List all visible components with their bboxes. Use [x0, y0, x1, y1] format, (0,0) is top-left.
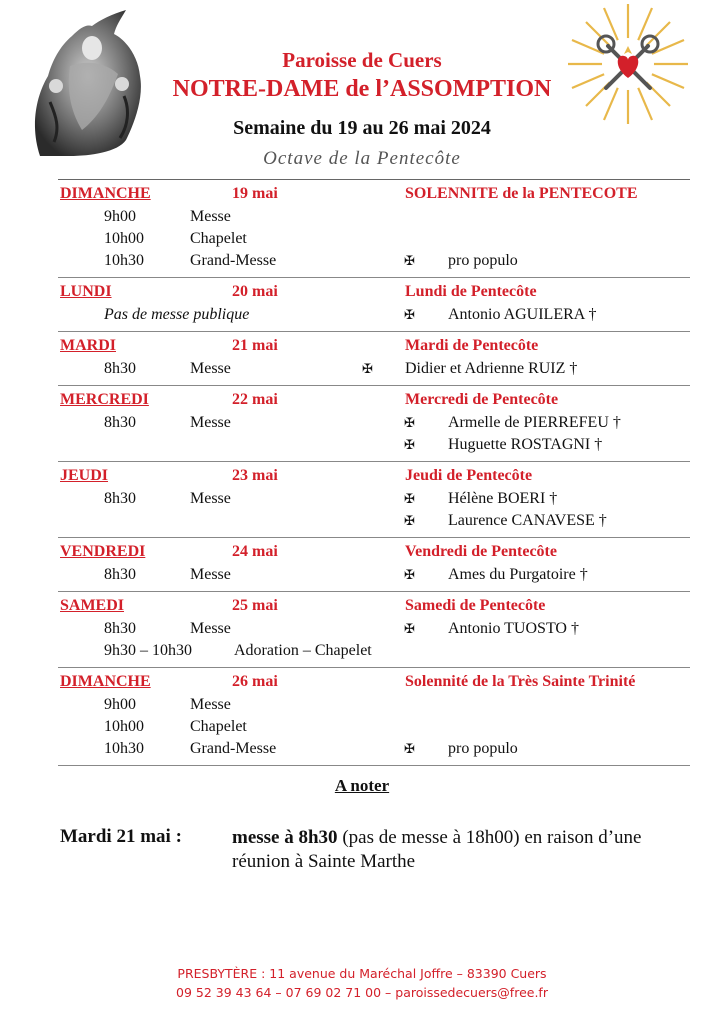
- cross-icon: ✠: [404, 307, 415, 322]
- time: 8h30: [104, 490, 136, 507]
- feast-title: Jeudi de Pentecôte: [405, 467, 533, 484]
- mass-intention: Hélène BOERI †: [448, 490, 558, 507]
- day-date: 24 mai: [232, 543, 278, 560]
- cross-icon: ✠: [362, 361, 373, 376]
- schedule-row: [58, 252, 690, 274]
- cross-icon: ✠: [404, 621, 415, 636]
- day-block-wednesday-22: [58, 386, 690, 462]
- schedule-row: [58, 512, 690, 534]
- cross-icon: ✠: [404, 491, 415, 506]
- schedule-row: [58, 642, 690, 664]
- day-name: DIMANCHE: [60, 185, 151, 202]
- schedule-row: [58, 490, 690, 512]
- note-text: [232, 826, 672, 874]
- activity: Messe: [190, 566, 231, 583]
- time: 8h30: [104, 620, 136, 637]
- mass-intention: Didier et Adrienne RUIZ †: [405, 360, 578, 377]
- schedule-row: [58, 620, 690, 642]
- week-subtitle: Octave de la Pentecôte: [263, 148, 461, 169]
- day-block-saturday-25: [58, 592, 690, 668]
- no-public-mass-note: Pas de messe publique: [104, 306, 250, 323]
- cross-icon: ✠: [404, 513, 415, 528]
- day-block-sunday-26: [58, 668, 690, 766]
- day-block-tuesday-21: [58, 332, 690, 386]
- day-name: LUNDI: [60, 283, 112, 300]
- time: 10h00: [104, 718, 144, 735]
- time: 10h30: [104, 252, 144, 269]
- footer-phone-email: 09 52 39 43 64 – 07 69 02 71 00 – paroissedecuers@free.fr: [176, 985, 548, 1000]
- feast-title: Samedi de Pentecôte: [405, 597, 546, 614]
- note-text-bold: messe à 8h30: [232, 827, 338, 848]
- schedule-row: [58, 360, 690, 382]
- mass-intention: Ames du Purgatoire †: [448, 566, 588, 583]
- feast-title: SOLENNITE de la PENTECOTE: [405, 185, 638, 202]
- activity: Messe: [190, 360, 231, 377]
- time: 10h00: [104, 230, 144, 247]
- activity: Messe: [190, 208, 231, 225]
- mass-intention: pro populo: [448, 252, 518, 269]
- time: 8h30: [104, 360, 136, 377]
- mass-intention: Laurence CANAVESE †: [448, 512, 607, 529]
- day-date: 21 mai: [232, 337, 278, 354]
- mass-intention: pro populo: [448, 740, 518, 757]
- church-name: NOTRE-DAME de l’ASSOMPTION: [172, 76, 552, 102]
- time: 9h00: [104, 208, 136, 225]
- day-date: 23 mai: [232, 467, 278, 484]
- schedule-row: [58, 696, 690, 718]
- note-text-rest: (pas de messe à 18h00) en raison d’une réunion à Sainte Marthe: [232, 827, 642, 872]
- day-name: MARDI: [60, 337, 116, 354]
- day-block-thursday-23: [58, 462, 690, 538]
- day-block-sunday-19: [58, 180, 690, 278]
- cross-icon: ✠: [404, 741, 415, 756]
- day-name: SAMEDI: [60, 597, 125, 614]
- week-title: Semaine du 19 au 26 mai 2024: [233, 117, 491, 139]
- time: 9h30 – 10h30: [104, 642, 192, 659]
- day-date: 20 mai: [232, 283, 278, 300]
- time: 8h30: [104, 566, 136, 583]
- feast-title: Mardi de Pentecôte: [405, 337, 539, 354]
- activity: Grand-Messe: [190, 740, 277, 757]
- schedule-row: [58, 208, 690, 230]
- day-date: 26 mai: [232, 673, 278, 690]
- schedule-row: [58, 566, 690, 588]
- cross-icon: ✠: [404, 437, 415, 452]
- time: 8h30: [104, 414, 136, 431]
- activity: Chapelet: [190, 230, 247, 247]
- day-name: VENDREDI: [60, 543, 146, 560]
- activity: Messe: [190, 414, 231, 431]
- feast-title: Lundi de Pentecôte: [405, 283, 537, 300]
- mass-intention: Antonio AGUILERA †: [448, 306, 597, 323]
- cross-icon: ✠: [404, 415, 415, 430]
- cross-icon: ✠: [404, 567, 415, 582]
- mass-intention: Huguette ROSTAGNI †: [448, 436, 603, 453]
- activity: Grand-Messe: [190, 252, 277, 269]
- footer-contact: [0, 964, 724, 1002]
- activity: Adoration – Chapelet: [234, 642, 372, 659]
- activity: Messe: [190, 620, 231, 637]
- notes-heading: A noter: [334, 776, 390, 795]
- note-date: Mardi 21 mai :: [60, 826, 182, 847]
- feast-title: Vendredi de Pentecôte: [405, 543, 557, 560]
- mass-intention: Armelle de PIERREFEU †: [448, 414, 621, 431]
- footer-address: PRESBYTÈRE : 11 avenue du Maréchal Joffre – 83390 Cuers: [177, 966, 547, 981]
- schedule-row: [58, 414, 690, 436]
- activity: Chapelet: [190, 718, 247, 735]
- day-block-friday-24: [58, 538, 690, 592]
- schedule-row: [58, 436, 690, 458]
- schedule-row: [58, 740, 690, 762]
- day-date: 25 mai: [232, 597, 278, 614]
- day-block-monday-20: [58, 278, 690, 332]
- day-name: JEUDI: [60, 467, 109, 484]
- schedule-row: [58, 306, 690, 328]
- activity: Messe: [190, 696, 231, 713]
- day-date: 22 mai: [232, 391, 278, 408]
- parish-name: Paroisse de Cuers: [282, 48, 442, 72]
- weekly-schedule: [58, 179, 690, 766]
- feast-title: Mercredi de Pentecôte: [405, 391, 559, 408]
- schedule-row: [58, 230, 690, 252]
- activity: Messe: [190, 490, 231, 507]
- time: 9h00: [104, 696, 136, 713]
- schedule-row: [58, 718, 690, 740]
- day-name: DIMANCHE: [60, 673, 151, 690]
- day-name: MERCREDI: [60, 391, 149, 408]
- feast-title: Solennité de la Très Sainte Trinité: [405, 673, 636, 690]
- time: 10h30: [104, 740, 144, 757]
- cross-icon: ✠: [404, 253, 415, 268]
- day-date: 19 mai: [232, 185, 278, 202]
- mass-intention: Antonio TUOSTO †: [448, 620, 579, 637]
